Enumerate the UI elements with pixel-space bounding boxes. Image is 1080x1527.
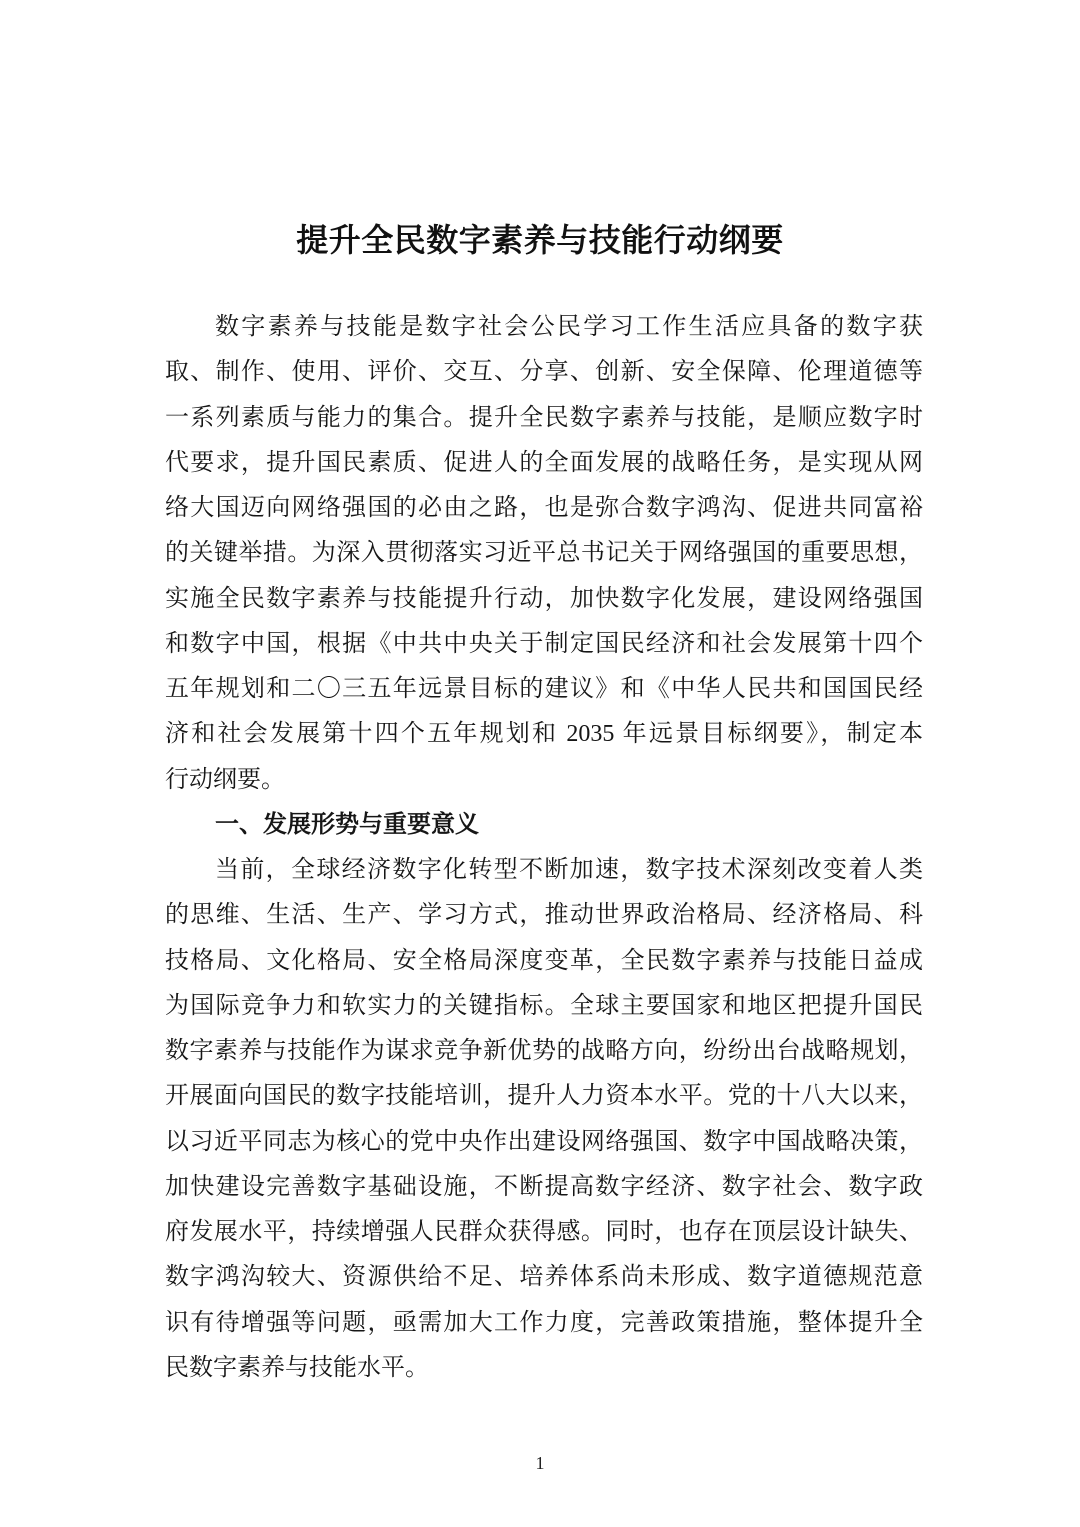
section1-paragraph-line: 加快建设完善数字基础设施，不断提高数字经济、数字社会、数字政: [165, 1173, 923, 1200]
intro-paragraph-line: 五年规划和二〇三五年远景目标的建议》和《中华人民共和国国民经: [165, 676, 923, 702]
intro-paragraph-line: 和数字中国，根据《中共中央关于制定国民经济和社会发展第十四个: [165, 630, 923, 657]
intro-paragraph-line: 行动纲要。: [165, 766, 285, 793]
section1-paragraph-line: 民数字素养与技能水平。: [165, 1354, 429, 1381]
section1-paragraph-line: 为国际竞争力和软实力的关键指标。全球主要国家和地区把提升国民: [165, 992, 923, 1019]
section1-paragraph-line: 当前，全球经济数字化转型不断加速，数字技术深刻改变着人类: [215, 857, 923, 883]
page-number: 1: [535, 1453, 545, 1473]
section1-paragraph-line: 的思维、生活、生产、学习方式，推动世界政治格局、经济格局、科: [165, 902, 923, 929]
intro-paragraph-line: 济和社会发展第十四个五年规划和 2035 年远景目标纲要》，制定本: [165, 721, 923, 748]
intro-paragraph-line: 络大国迈向网络强国的必由之路，也是弥合数字鸿沟、促进共同富裕: [165, 495, 923, 521]
section1-paragraph-line: 以习近平同志为核心的党中央作出建设网络强国、数字中国战略决策，: [165, 1128, 923, 1155]
section1-paragraph-line: 数字素养与技能作为谋求竞争新优势的战略方向，纷纷出台战略规划，: [165, 1038, 923, 1064]
intro-paragraph-line: 一系列素质与能力的集合。提升全民数字素养与技能，是顺应数字时: [165, 404, 923, 431]
intro-paragraph-line: 的关键举措。为深入贯彻落实习近平总书记关于网络强国的重要思想，: [165, 540, 923, 567]
section1-paragraph-line: 府发展水平，持续增强人民群众获得感。同时，也存在顶层设计缺失、: [165, 1219, 923, 1245]
section-heading: 一、发展形势与重要意义: [215, 811, 479, 838]
section1-paragraph-line: 开展面向国民的数字技能培训，提升人力资本水平。党的十八大以来，: [165, 1083, 923, 1110]
section1-paragraph-line: 技格局、文化格局、安全格局深度变革，全民数字素养与技能日益成: [165, 947, 923, 974]
document-body: [165, 305, 923, 1391]
intro-paragraph-line: 数字素养与技能是数字社会公民学习工作生活应具备的数字获: [215, 314, 923, 340]
section1-paragraph-line: 识有待增强等问题，亟需加大工作力度，完善政策措施，整体提升全: [165, 1309, 923, 1336]
intro-paragraph-line: 取、制作、使用、评价、交互、分享、创新、安全保障、伦理道德等: [165, 359, 923, 386]
section1-paragraph-line: 数字鸿沟较大、资源供给不足、培养体系尚未形成、数字道德规范意: [165, 1264, 923, 1291]
intro-paragraph-line: 实施全民数字素养与技能提升行动，加快数字化发展，建设网络强国: [165, 585, 923, 612]
intro-paragraph-line: 代要求，提升国民素质、促进人的全面发展的战略任务，是实现从网: [165, 449, 923, 476]
document-title: 提升全民数字素养与技能行动纲要: [296, 222, 784, 258]
